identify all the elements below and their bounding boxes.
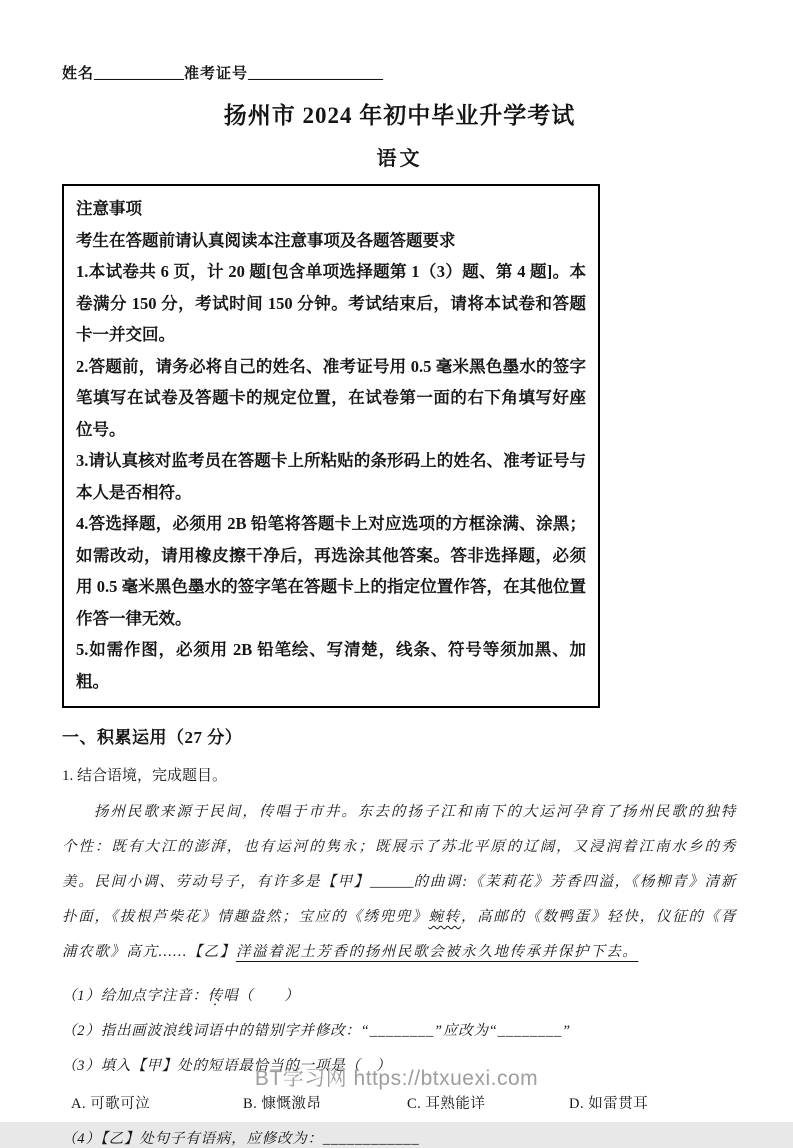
question1-intro: 1. 结合语境，完成题目。 [62,768,228,784]
option-d: D. 如雷贯耳 [569,1096,649,1112]
question1-sub3: （3）填入【甲】处的短语最恰当的一项是（ ） [62,1058,392,1074]
passage-segment-dot: 传 [258,804,276,820]
ticket-label: 准考证号 [184,66,249,82]
notice-item-1: 1.本试卷共 6 页，计 20 题[包含单项选择题第 1（3）题、第 4 题]。本卷满分 150 分，考试时间 150 分钟。考试结束后，请将本试卷和答题卡一并交回。 [76,262,586,344]
watermark-footer [0,1062,793,1092]
option-a: A. 可歌可泣 [71,1096,151,1112]
question1-sub2: （2）指出画波浪线词语中的错别字并修改：“________”应改为“________” [62,1023,571,1039]
name-label: 姓名 [62,66,95,82]
notice-item-3: 3.请认真核对监考员在答题卡上所粘贴的条形码上的姓名、准考证号与本人是否相符。 [76,451,586,502]
passage-segment: 的曲调:《茉莉花》芳香四溢，《杨柳青》清新扑面，《拔根芦柴花》情趣盎然；宝应的《绣兜兜》 [62,874,737,925]
notice-heading: 注意事项 [76,199,142,218]
notice-item-4: 4.答选择题，必须用 2B 铅笔将答题卡上对应选项的方框涂满、涂黑；如需改动，请用橡皮擦干净后，再选涂其他答案。答非选择题，必须用 0.5 毫米黑色墨水的签字笔在答题卡上的指定位置作答，在其他位置作答一律无效。 [76,514,586,628]
passage-segment: 扬州民歌来源于民间， [93,804,259,820]
passage-segment-wavy: 蜿转 [428,909,461,925]
passage-segment-underline: 洋溢着泥土芳香的扬州民歌会被永久地传承并保护下去。 [235,944,639,960]
passage-segment: 唱（ ） [223,988,300,1004]
subject-title: 语文 [376,148,423,170]
passage-segment: ，高邮的《数鸭蛋》轻快，仪征的《胥浦农歌》高亢……【乙】 [62,909,737,960]
notice-item-5: 5.如需作图，必须用 2B 铅笔绘、写清楚，线条、符号等须加黑、加粗。 [76,640,586,691]
passage-segment: 唱于市井。东去的扬子江和南下的大运河孕育了扬州民歌的独特个性：既有大江的澎湃，也有运河的隽永；既展示了苏北平原的辽阔，又浸润着江南水乡的秀美。民间小调、劳动号子，有许多是【甲】 [62,804,737,890]
section-one-heading: 一、积累运用（27 分） [62,728,243,747]
exam-title: 扬州市 2024 年初中毕业升学考试 [223,103,576,128]
question1-sub4: （4）【乙】处句子有语病，应修改为：____________ [62,1131,420,1147]
question1-sub3-options [62,1092,737,1113]
option-b: B. 慷慨激昂 [243,1096,322,1112]
passage-segment-blank: ______ [370,874,414,890]
notice-intro: 考生在答题前请认真阅读本注意事项及各题答题要求 [76,230,456,250]
notice-item-2: 2.答题前，请务必将自己的姓名、准考证号用 0.5 毫米黑色墨水的签字笔填写在试卷及答题卡的规定位置，在试卷第一面的右下角填写好座位号。 [76,356,586,439]
candidate-info-line [62,62,737,83]
passage-segment: （1）给加点字注音： [62,988,208,1004]
notice-box [62,184,600,708]
option-c: C. 耳熟能详 [407,1096,486,1112]
ticket-blank-field: __________________ [248,66,384,82]
site-link[interactable]: BT学习网 https://btxuexi.com [254,1067,539,1090]
name-blank-field: ____________ [94,66,185,82]
question1-passage [62,795,737,970]
passage-segment-dot: 传 [207,988,224,1004]
question1-sub1 [62,984,737,1005]
